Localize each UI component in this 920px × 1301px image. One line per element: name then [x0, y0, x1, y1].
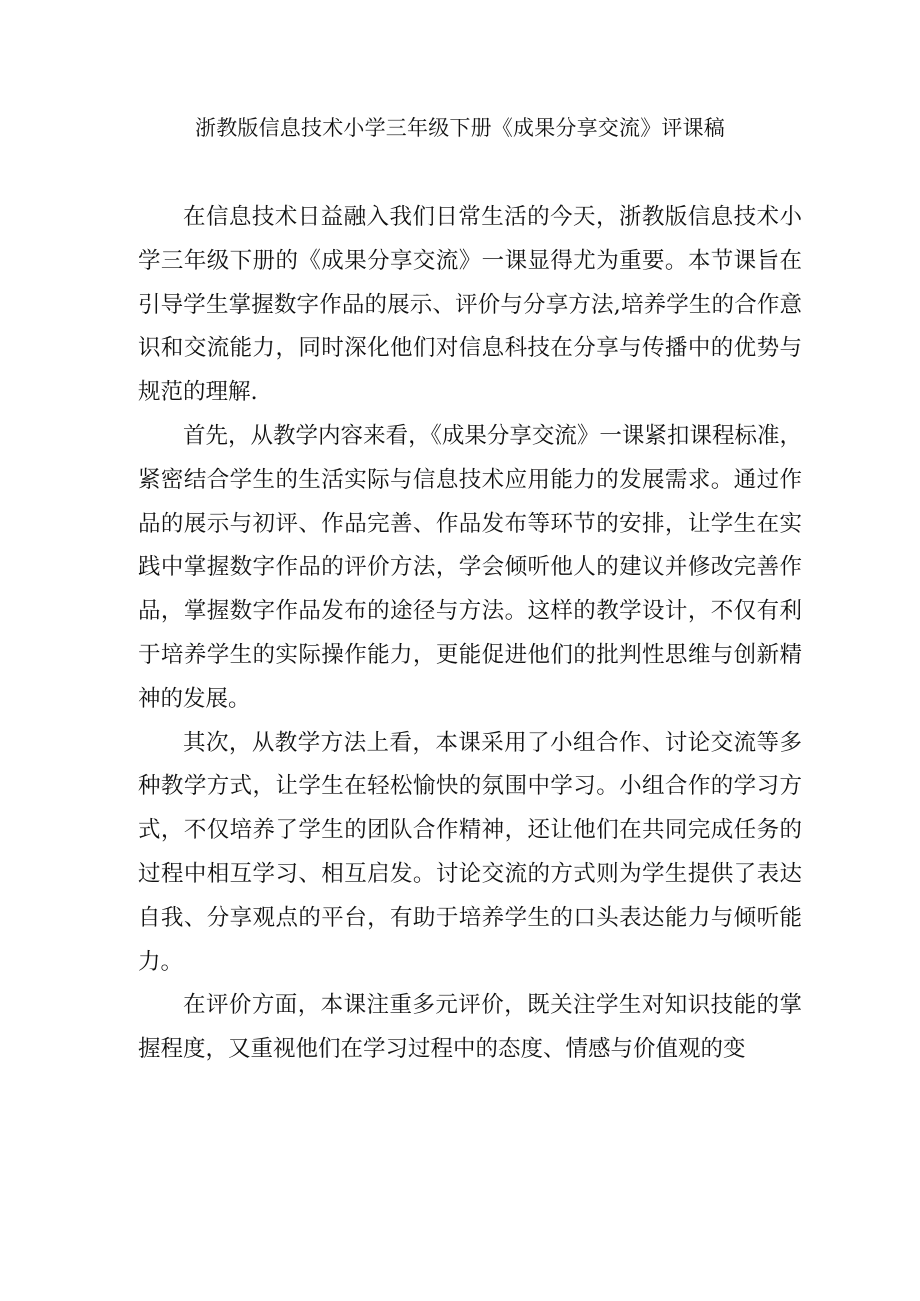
paragraph-content: 首先，从教学内容来看，《成果分享交流》一课紧扣课程标准，紧密结合学生的生活实际与信息技术应用能力的发展需求。通过作品的展示与初评、作品完善、作品发布等环节的安排，让学生在实践中掌握数字作品的评价方法，学会倾听他人的建议并修改完善作品，掌握数字作品发布的途径与方法。这样的教学设计，不仅有利于培养学生的实际操作能力，更能促进他们的批判性思维与创新精神的发展。: [138, 422, 802, 712]
paragraph-intro: 在信息技术日益融入我们日常生活的今天，浙教版信息技术小学三年级下册的《成果分享交流》一课显得尤为重要。本节课旨在引导学生掌握数字作品的展示、评价与分享方法,培养学生的合作意识和交流能力，同时深化他们对信息科技在分享与传播中的优势与规范的理解.: [138, 204, 802, 406]
document-body: [138, 196, 802, 1072]
paragraph-method: 其次，从教学方法上看，本课采用了小组合作、讨论交流等多种教学方式，让学生在轻松愉快的氛围中学习。小组合作的学习方式，不仅培养了学生的团队合作精神，还让他们在共同完成任务的过程中相互学习、相互启发。讨论交流的方式则为学生提供了表达自我、分享观点的平台，有助于培养学生的口头表达能力与倾听能力。: [138, 729, 802, 975]
document-title: 浙教版信息技术小学三年级下册《成果分享交流》评课稿: [195, 116, 725, 140]
paragraph-evaluation: 在评价方面，本课注重多元评价，既关注学生对知识技能的掌握程度，又重视他们在学习过程中的态度、情感与价值观的变: [138, 992, 802, 1063]
